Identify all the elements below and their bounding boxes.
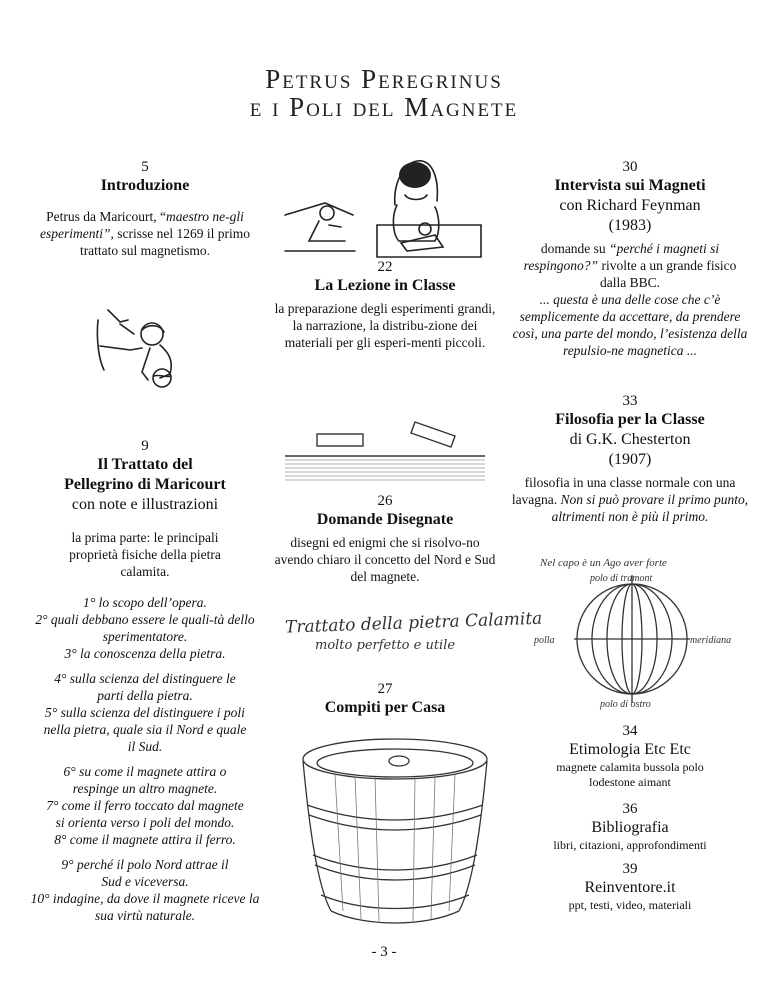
section-trattato [20,437,270,924]
section-intervista [510,158,750,359]
page-number: - 3 - [371,944,397,960]
section-heading: Introduzione [100,177,190,194]
section-heading: Compiti per Casa [324,699,446,716]
section-intro [30,158,260,259]
section-filosofia [510,392,750,525]
section-text: magnete calamita bussola polo lodestone aimant [556,760,704,789]
section-heading-line-2: Pellegrino di Maricourt [64,476,226,493]
list-item: 6° su come il magnete attira o respinge un altro magnete. [63,764,227,796]
list-item: 9° perché il polo Nord attrae il Sud e viceversa. [61,857,229,889]
magnets-drawing [285,400,485,485]
list-item: 5° sulla scienza del distinguere i poli nella pietra, quale sia il Nord e quale il Sud. [43,705,247,754]
section-number: 33 [622,393,638,409]
section-text: ppt, testi, video, materiali [568,898,692,912]
section-compiti [270,680,500,718]
globe-manuscript: Nel capo è un Ago aver forte polo di tramont polla meridiana polo di ostro [530,555,730,715]
section-heading: Etimologia Etc Etc [569,741,691,758]
section-heading: Filosofia per la Classe [555,411,705,428]
section-text: domande su “perché i magneti si respingono?” rivolte a un grande fisico dalla BBC. [523,241,737,290]
section-bibliografia [510,800,750,853]
list-item: 2° quali debbano essere le quali-tà dello sperimentatore. [35,612,255,644]
manuscript-handwriting: Trattato della pietra Calamita molto perfetto e utile [284,608,543,653]
section-heading: Bibliografia [591,819,669,836]
section-heading-line-1: Il Trattato del [97,456,193,473]
list-item: 4° sulla scienza del distinguere le parti della pietra. [54,671,236,703]
section-heading: La Lezione in Classe [314,277,456,294]
section-etimologia [510,722,750,790]
section-number: 36 [622,801,638,817]
section-number: 9 [141,438,149,454]
section-subtitle-line-2: (1983) [608,217,652,234]
list-item: 7° come il ferro toccato dal magnete si orienta verso i poli del mondo. [46,798,244,830]
section-text: disegni ed enigmi che si risolvo-no avendo chiaro il concetto del Nord e Sud del magnete. [274,535,496,584]
page-title-line-2: e i Poli del Magnete [249,92,519,122]
list-item: 10° indagine, da dove il magnete riceve la sua virtù naturale. [30,891,260,923]
section-lezione [270,258,500,351]
section-text: Petrus da Maricourt, “maestro ne-gli esperimenti”, scrisse nel 1269 il primo trattato sul magnetismo. [40,209,250,258]
section-heading: Intervista sui Magneti [554,177,706,194]
barrel-illustration [295,735,495,925]
section-text: la prima parte: le principali proprietà fisiche della pietra calamita. [69,530,221,579]
section-domande [270,492,500,585]
section-number: 26 [377,493,393,509]
classroom-illustration [285,155,485,260]
list-item: 8° come il magnete attira il ferro. [54,832,236,847]
page-title-line-1: Petrus Peregrinus [265,64,503,94]
section-number: 22 [377,259,393,275]
student-writing-illustration [90,290,200,390]
section-subtitle: con note e illustrazioni [71,496,219,513]
section-text: filosofia in una classe normale con una lavagna. Non si può provare il primo punto, altrimenti non è più il primo. [511,475,749,524]
list-item: 3° la conoscenza della pietra. [64,646,226,661]
section-subtitle-line-1: di G.K. Chesterton [569,431,691,448]
section-number: 5 [141,159,149,175]
section-text: libri, citazioni, approfondimenti [553,838,707,852]
section-reinventore [510,860,750,913]
section-subtitle-line-2: (1907) [608,451,652,468]
section-number: 39 [622,861,638,877]
section-number: 27 [377,681,393,697]
section-number: 30 [622,159,638,175]
section-number: 34 [622,723,638,739]
section-heading: Reinventore.it [584,879,676,896]
list-item: 1° lo scopo dell’opera. [83,595,207,610]
section-quote: ... questa è una delle cose che c’è semplicemente da accettare, da prendere così, una parte del mondo, l’esistenza della repulsio-ne magnetica ... [512,292,748,358]
section-heading: Domande Disegnate [316,511,454,528]
section-text: la preparazione degli esperimenti grandi, la narrazione, la distribu-zione dei materiali per gli esperi-menti piccoli. [274,301,496,350]
section-subtitle-line-1: con Richard Feynman [559,197,701,214]
